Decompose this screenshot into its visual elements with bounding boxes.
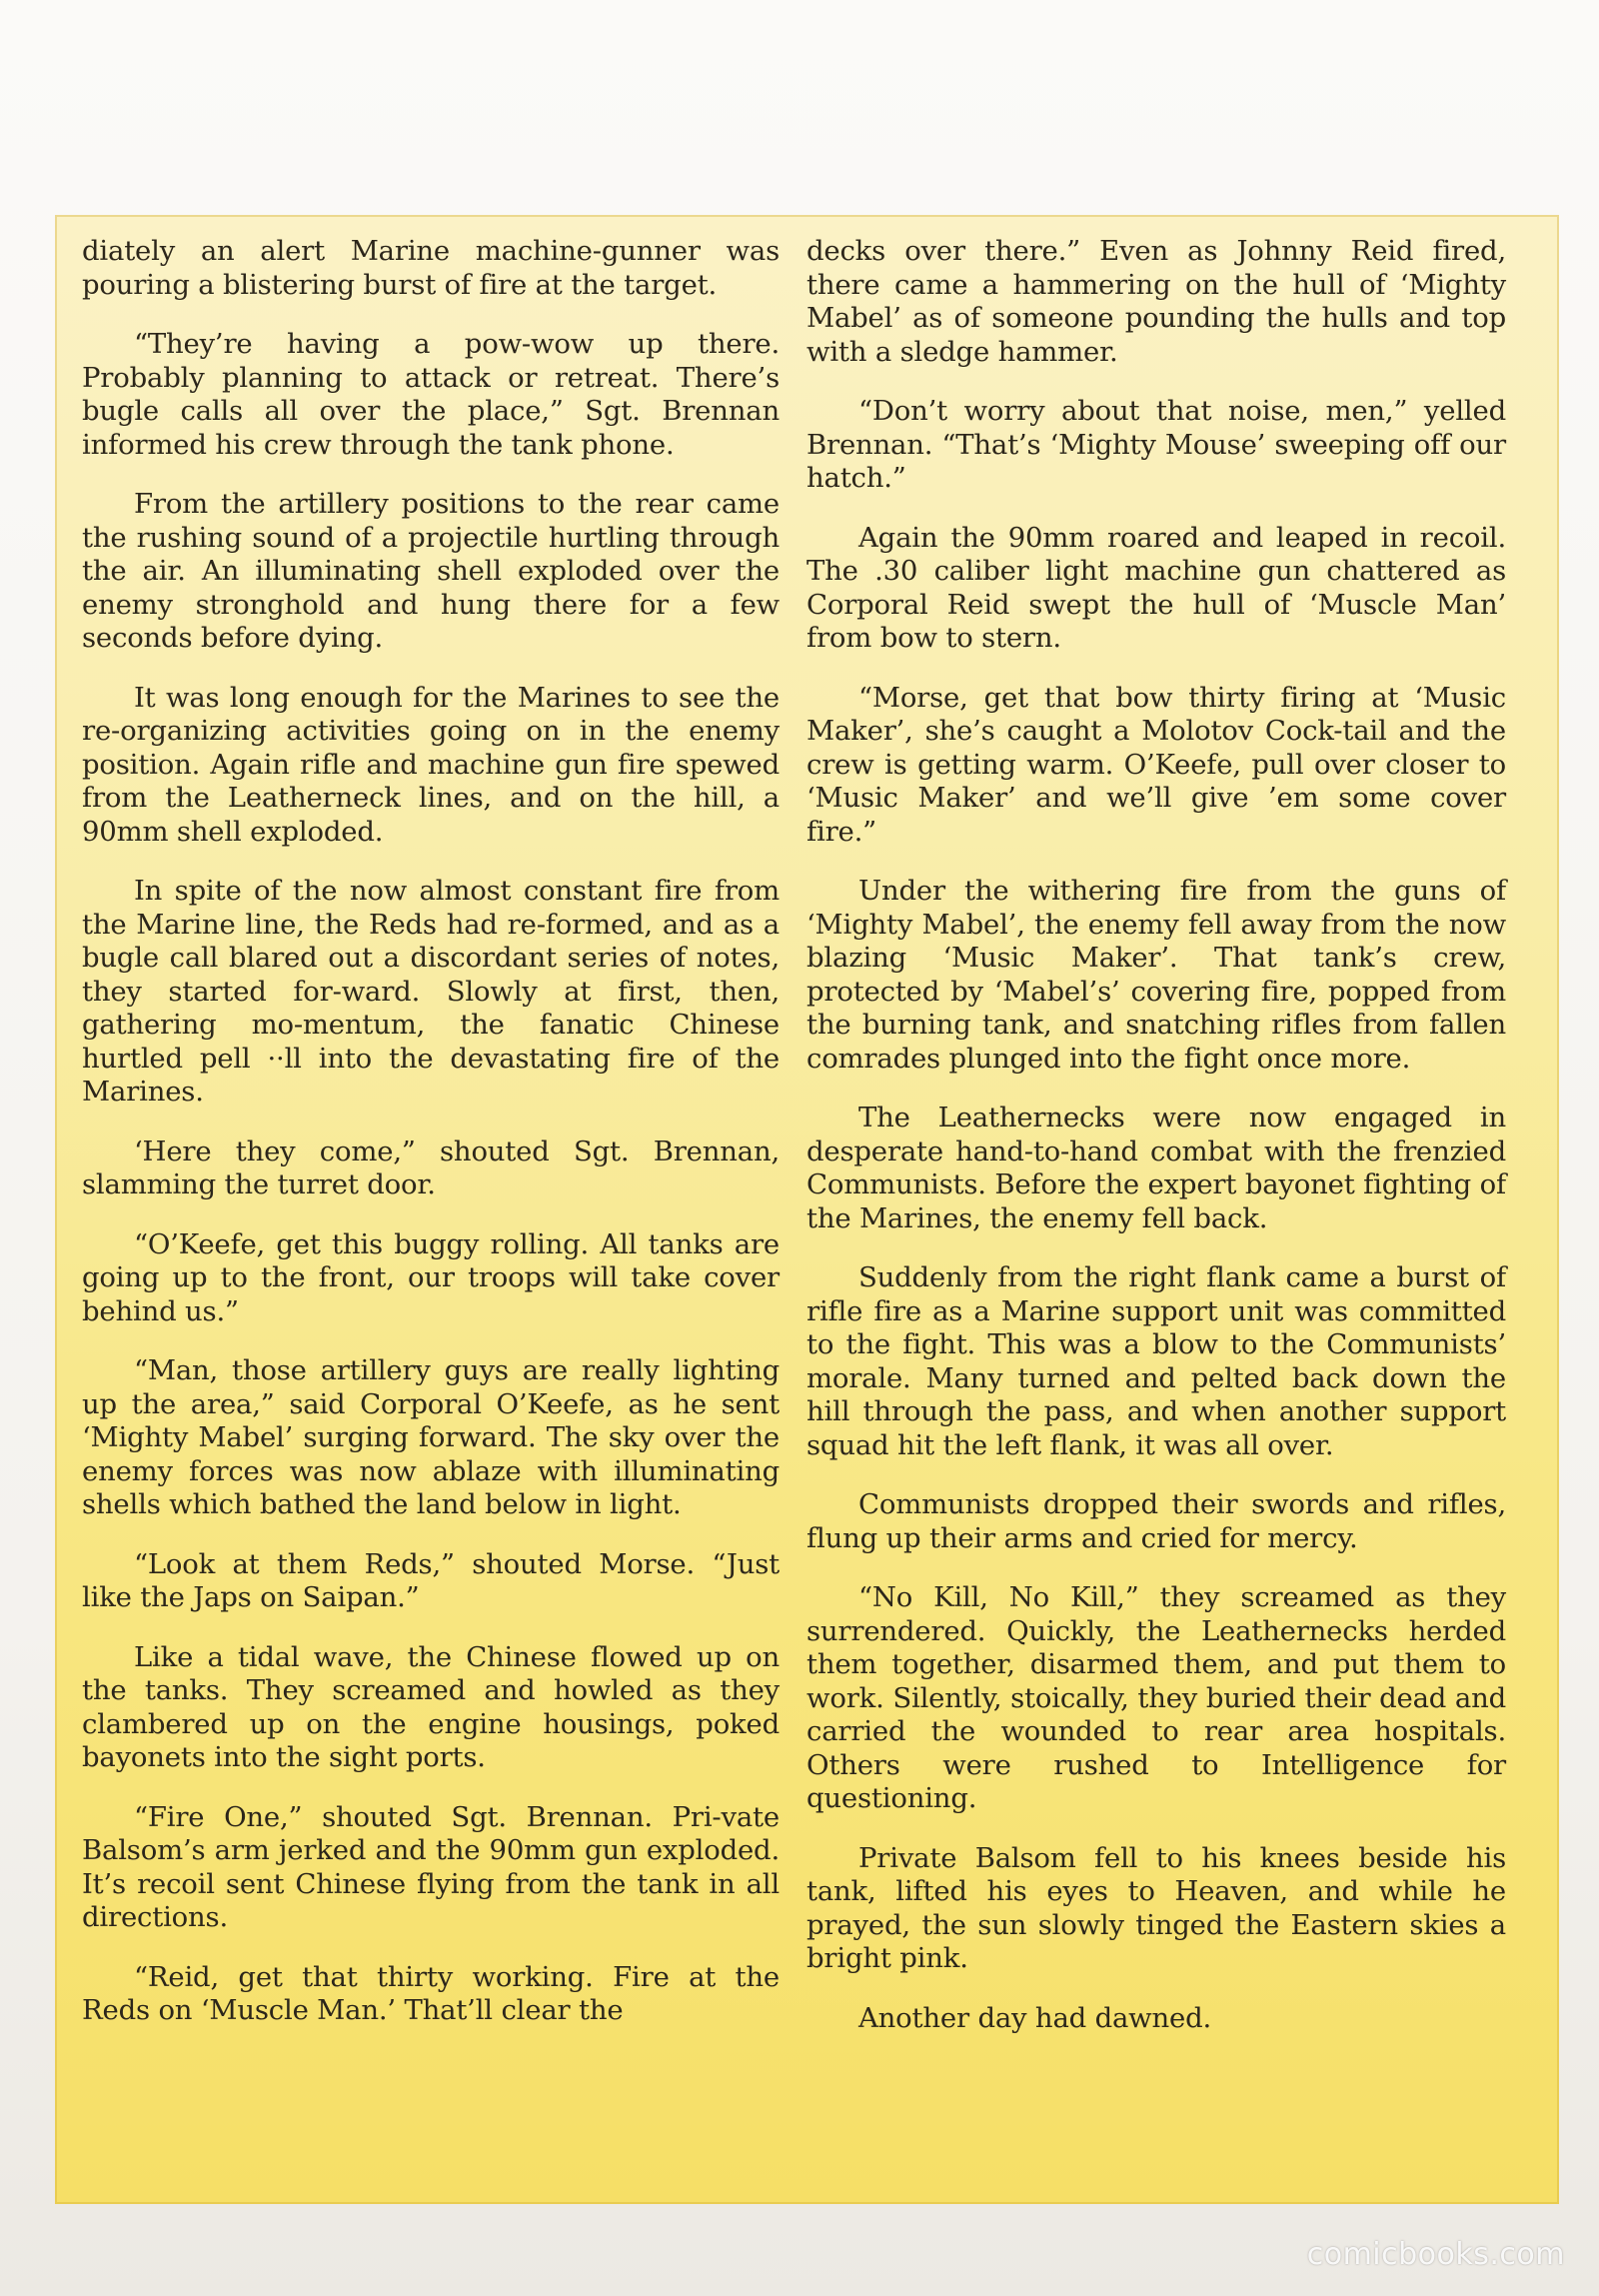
paragraph: “Man, those artillery guys are really lighting up the area,” said Corporal O’Keefe, as he sent ‘Mighty Mabel’ surging forward. The sky over the enemy forces was now ablaze with illuminating shells which bathed the land below in light. xyxy=(82,1354,780,1520)
paragraph: Suddenly from the right flank came a burst of rifle fire as a Marine support unit was committed to the fight. This was a blow to the Communists’ morale. Many turned and pelted back down the hill through the pass, and when another support squad hit the left flank, it was all over. xyxy=(806,1261,1506,1461)
paragraph: “Look at them Reds,” shouted Morse. “Just like the Japs on Saipan.” xyxy=(82,1547,780,1613)
paragraph: It was long enough for the Marines to see the re-organizing activities going on in the enemy position. Again rifle and machine gun fire spewed from the Leatherneck lines, and on the hill, a 90mm shell exploded. xyxy=(82,681,780,848)
paragraph: The Leathernecks were now engaged in desperate hand-to-hand combat with the frenzied Communists. Before the expert bayonet fighting of the Marines, the enemy fell back. xyxy=(806,1102,1506,1234)
paragraph: In spite of the now almost constant fire from the Marine line, the Reds had re-formed, and as a bugle call blared out a discordant series of notes, they started for-ward. Slowly at first, then, gathering mo-mentum, the fanatic Chinese hurtled pell ··ll into the devastating fire of the Marines. xyxy=(82,875,780,1108)
paragraph: Communists dropped their swords and rifles, flung up their arms and cried for mercy. xyxy=(806,1488,1506,1554)
paragraph: Under the withering fire from the guns of ‘Mighty Mabel’, the enemy fell away from the now blazing ‘Music Maker’. That tank’s crew, protected by ‘Mabel’s’ covering fire, popped from the burning tank, and snatching rifles from fallen comrades plunged into the fight once more. xyxy=(806,875,1506,1075)
paragraph: “They’re having a pow-wow up there. Probably planning to attack or retreat. There’s bugle calls all over the place,” Sgt. Brennan informed his crew through the tank phone. xyxy=(82,328,780,461)
paragraph: Private Balsom fell to his knees beside his tank, lifted his eyes to Heaven, and while he prayed, the sun slowly tinged the Eastern skies a bright pink. xyxy=(806,1841,1506,1974)
site-watermark: comicbooks.com xyxy=(1306,2237,1565,2272)
paragraph: diately an alert Marine machine-gunner was pouring a blistering burst of fire at the target. xyxy=(82,235,780,301)
paragraph: “Fire One,” shouted Sgt. Brennan. Pri-vate Balsom’s arm jerked and the 90mm gun exploded. It’s recoil sent Chinese flying from the tank in all directions. xyxy=(82,1800,780,1933)
paragraph: Another day had dawned. xyxy=(858,2001,1212,2034)
paragraph: “O’Keefe, get this buggy rolling. All tanks are going up to the front, our troops will take cover behind us.” xyxy=(82,1227,780,1327)
paragraph: From the artillery positions to the rear came the rushing sound of a projectile hurtling through the air. An illuminating shell exploded over the enemy stronghold and hung there for a few seconds before dying. xyxy=(82,488,780,654)
paragraph: “Morse, get that bow thirty firing at ‘Music Maker’, she’s caught a Molotov Cock-tail and the crew is getting warm. O’Keefe, pull over closer to ‘Music Maker’ and we’ll give ’em some cover fire.” xyxy=(806,681,1506,848)
right-column xyxy=(806,235,1506,2035)
paragraph: “Don’t worry about that noise, men,” yelled Brennan. “That’s ‘Mighty Mouse’ sweeping off our hatch.” xyxy=(806,395,1506,494)
left-column xyxy=(82,235,780,2028)
paragraph: “No Kill, No Kill,” they screamed as they surrendered. Quickly, the Leathernecks herded them together, disarmed them, and put them to work. Silently, stoically, they buried their dead and carried the wounded to rear area hospitals. Others were rushed to Intelligence for questioning. xyxy=(806,1581,1506,1814)
paragraph: “Reid, get that thirty working. Fire at the Reds on ‘Muscle Man.’ That’ll clear the xyxy=(82,1960,780,2026)
paragraph: ‘Here they come,” shouted Sgt. Brennan, slamming the turret door. xyxy=(82,1135,780,1200)
paragraph: Like a tidal wave, the Chinese flowed up on the tanks. They screamed and howled as they clambered up on the engine housings, poked bayonets into the sight ports. xyxy=(82,1640,780,1773)
text-panel xyxy=(55,215,1559,2204)
paragraph: decks over there.” Even as Johnny Reid fired, there came a hammering on the hull of ‘Mighty Mabel’ as of someone pounding the hulls and top with a sledge hammer. xyxy=(806,235,1506,368)
paragraph: Again the 90mm roared and leaped in recoil. The .30 caliber light machine gun chattered as Corporal Reid swept the hull of ‘Muscle Man’ from bow to stern. xyxy=(806,521,1506,654)
